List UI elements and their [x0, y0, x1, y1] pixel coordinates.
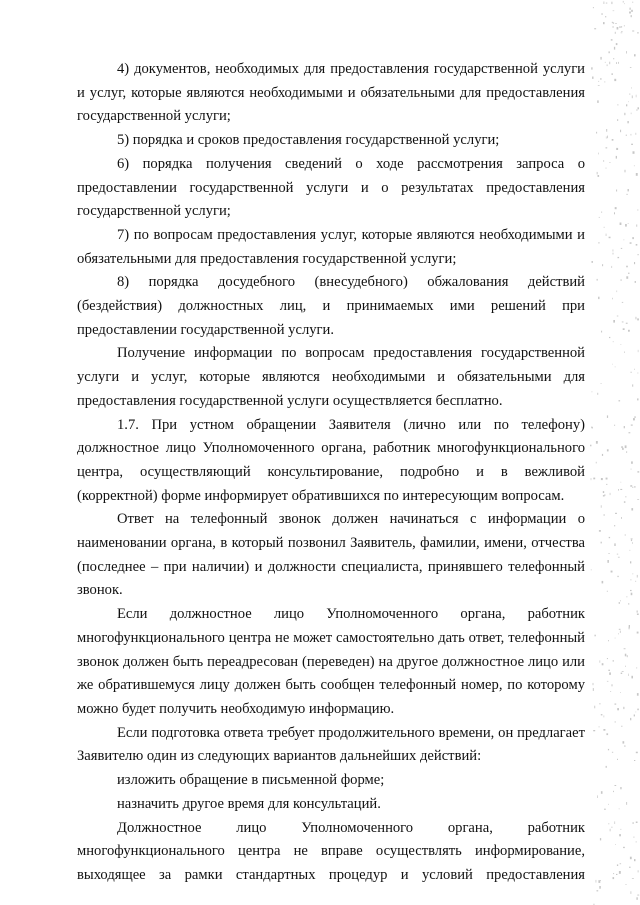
paragraph: 5) порядка и сроков предоставления государственной услуги; — [117, 132, 500, 149]
paragraph: 7) по вопросам предоставления услуг, которые являются необходимыми и обязательными для предоставления государственной услуги; — [77, 226, 585, 267]
paragraph: Получение информации по вопросам предоставления государственной услуги и услуг, которые являются необходимыми и обязательными для предоставления государственной услуги осуществляется бесплатно. — [77, 345, 585, 409]
scan-edge-artifacts — [588, 0, 640, 905]
paragraph: Если подготовка ответа требует продолжительного времени, он предлагает Заявителю один из следующих вариантов дальнейших действий: — [77, 724, 585, 765]
document-body — [77, 58, 585, 888]
paragraph: Если должностное лицо Уполномоченного органа, работник многофункционального центра не может самостоятельно дать ответ, телефонный звонок должен быть переадресован (переведен) на другое должностное лицо или же обратившемуся лицу должен быть сообщен телефонный номер, по которому можно будет получить необходимую информацию. — [77, 606, 585, 717]
paragraph: 6) порядка получения сведений о ходе рассмотрения запроса о предоставлении государственной услуги и о результатах предоставления государственной услуги; — [77, 155, 585, 220]
paragraph: изложить обращение в письменной форме; — [117, 772, 385, 789]
paragraph: 1.7. При устном обращении Заявителя (лично или по телефону) должностное лицо Уполномоченного органа, работник многофункционального центра, осуществляющий консультирование, подробно и в вежливой (корректной) форме информирует обратившихся по интересующим вопросам. — [77, 416, 585, 504]
paragraph: 4) документов, необходимых для предоставления государственной услуги и услуг, которые являются необходимыми и обязательными для предоставления государственной услуги; — [77, 61, 585, 125]
paragraph: Должностное лицо Уполномоченного органа, работник многофункционального центра не вправе осуществлять информирование, выходящее за рамки стандартных процедур и условий предоставления — [77, 819, 585, 883]
paragraph: назначить другое время для консультаций. — [117, 795, 381, 812]
paragraph: 8) порядка досудебного (внесудебного) обжалования действий (бездействия) должностных лиц, и принимаемых ими решений при предоставлении государственной услуги. — [77, 274, 585, 338]
paragraph: Ответ на телефонный звонок должен начинаться с информации о наименовании органа, в который позвонил Заявитель, фамилии, имени, отчества (последнее – при наличии) и должности специалиста, принявшего телефонный звонок. — [77, 511, 585, 599]
